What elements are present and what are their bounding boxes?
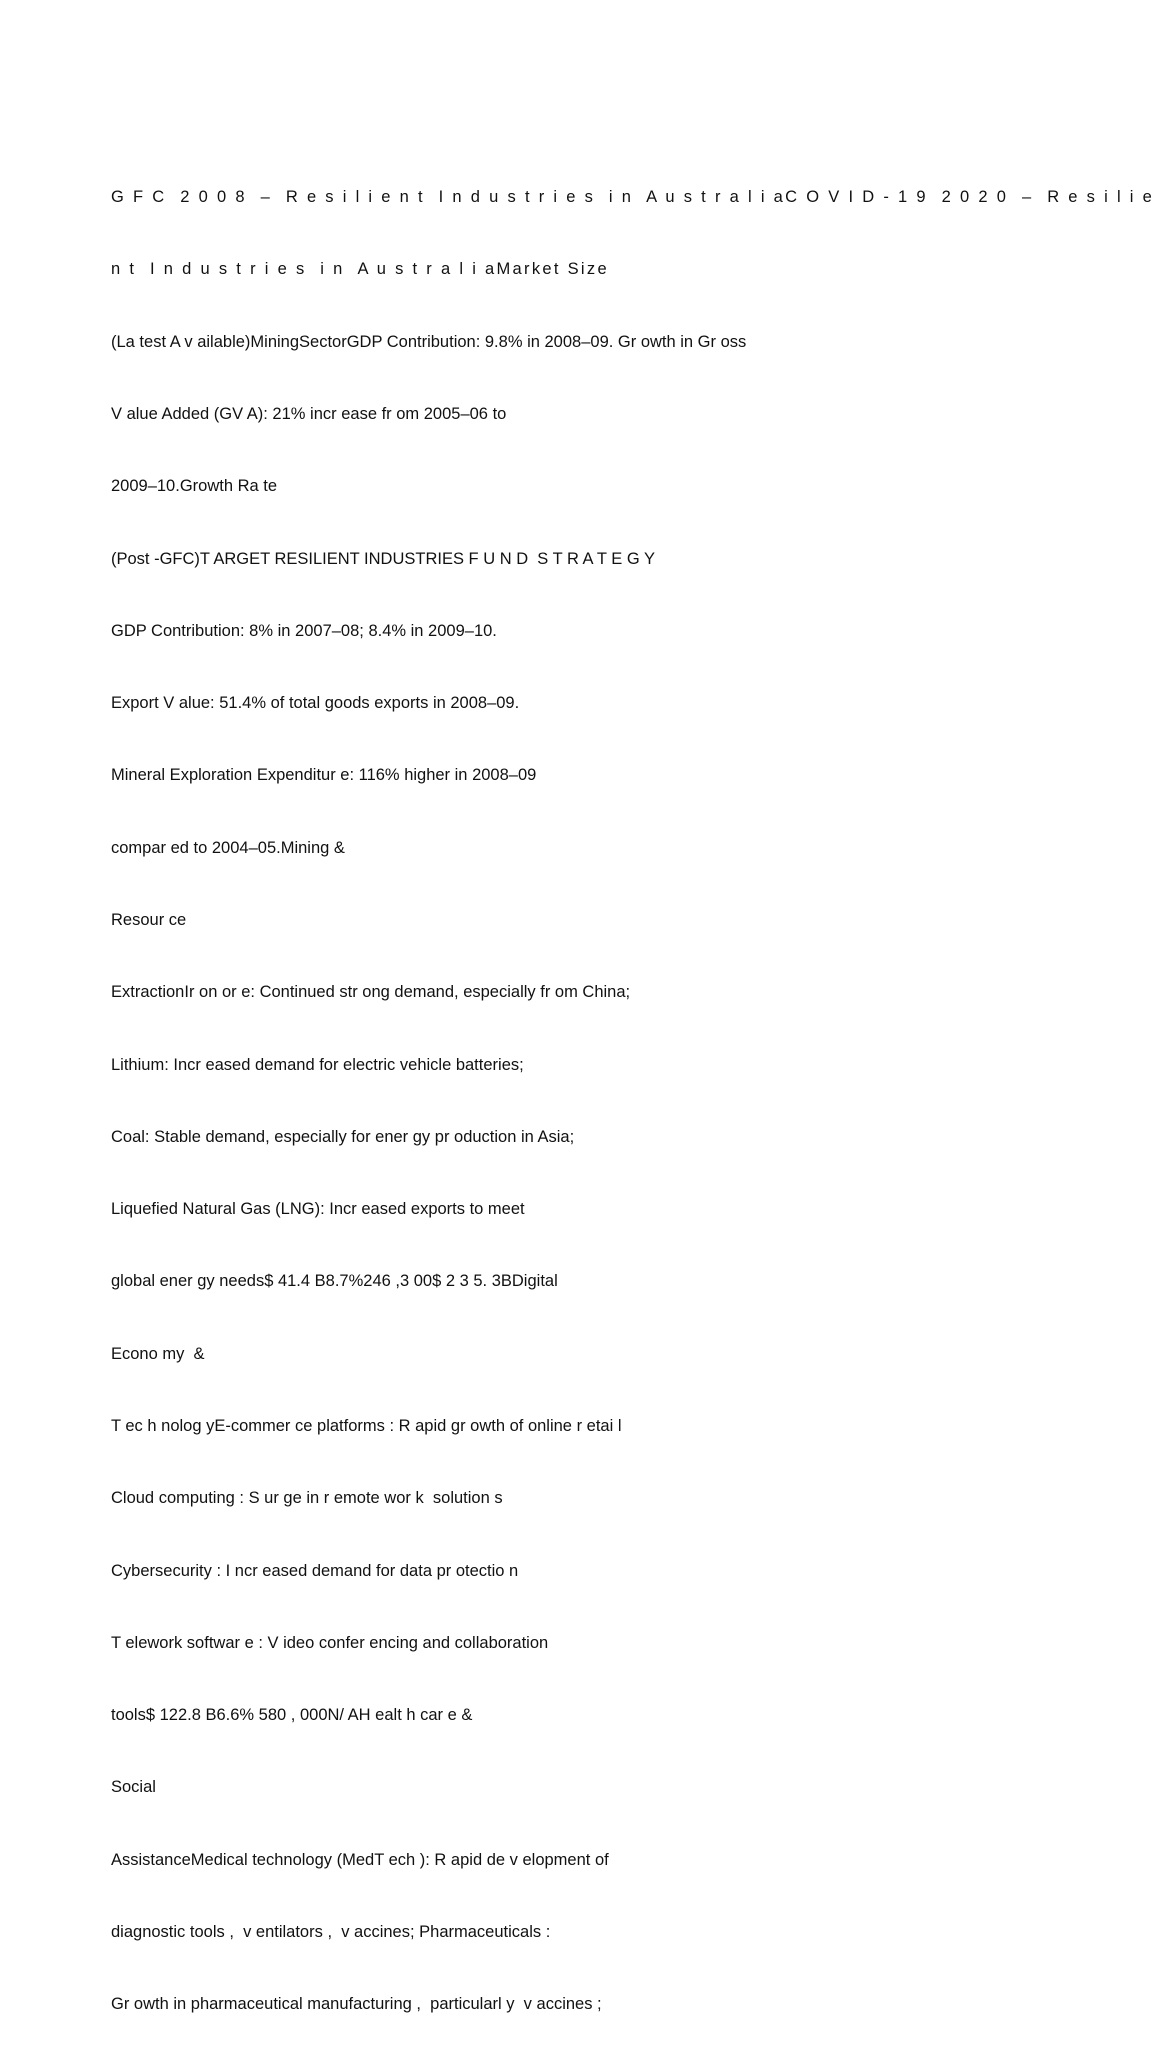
text-line: Gr owth in pharmaceutical manufacturing , particularl y v accines ;: [111, 1995, 602, 2014]
text-line: V alue Added (GV A): 21% incr ease fr om 2005–06 to: [111, 405, 507, 424]
text-line: (La test A v ailable)MiningSectorGDP Contribution: 9.8% in 2008–09. Gr owth in Gr oss: [111, 332, 747, 351]
text-line: ExtractionIr on or e: Continued str ong demand, especially fr om China;: [111, 983, 631, 1002]
text-line: Cloud computing : S ur ge in r emote wor k solution s: [111, 1489, 503, 1508]
text-line: Econo my &: [111, 1344, 205, 1363]
text-line: global ener gy needs$ 41.4 B8.7%246 ,3 00$ 2 3 5. 3BDigital: [111, 1272, 558, 1291]
text-line: n t I n d u s t r i e s i n A u s t r a l i aMarket Size: [111, 260, 609, 279]
text-line: Liquefied Natural Gas (LNG): Incr eased exports to meet: [111, 1200, 525, 1219]
text-line: T elework softwar e : V ideo confer encing and collaboration: [111, 1633, 549, 1652]
text-line: Lithium: Incr eased demand for electric vehicle batteries;: [111, 1055, 524, 1074]
text-line: Coal: Stable demand, especially for ener gy pr oduction in Asia;: [111, 1127, 575, 1146]
text-line: Resour ce: [111, 911, 187, 929]
text-line: Cybersecurity : I ncr eased demand for data pr otectio n: [111, 1561, 519, 1580]
text-line: diagnostic tools , v entilators , v accines; Pharmaceuticals :: [111, 1922, 551, 1941]
text-line: T ec h nolog yE-commer ce platforms : R apid gr owth of online r etai l: [111, 1416, 622, 1435]
text-line: 2009–10.Growth Ra te: [111, 477, 278, 496]
text-line: G F C 2 0 0 8 – R e s i l i e n t I n d u s t r i e s i n A u s t r a l i aC O V I D - 1 9 2 0 2 0 – R e s i l i e: [111, 188, 1154, 207]
text-line: Export V alue: 51.4% of total goods exports in 2008–09.: [111, 694, 520, 713]
text-line: tools$ 122.8 B6.6% 580 , 000N/ AH ealt h car e &: [111, 1706, 473, 1725]
text-line: Social: [111, 1778, 156, 1797]
slide-body-text: [111, 137, 1154, 2065]
text-line: (Post -GFC)T ARGET RESILIENT INDUSTRIES F U N D S T R A T E G Y: [111, 549, 656, 568]
text-line: AssistanceMedical technology (MedT ech ): R apid de v elopment of: [111, 1850, 609, 1869]
text-line: compar ed to 2004–05.Mining &: [111, 838, 345, 857]
text-line: Mineral Exploration Expenditur e: 116% higher in 2008–09: [111, 766, 537, 785]
text-line: GDP Contribution: 8% in 2007–08; 8.4% in 2009–10.: [111, 621, 497, 640]
